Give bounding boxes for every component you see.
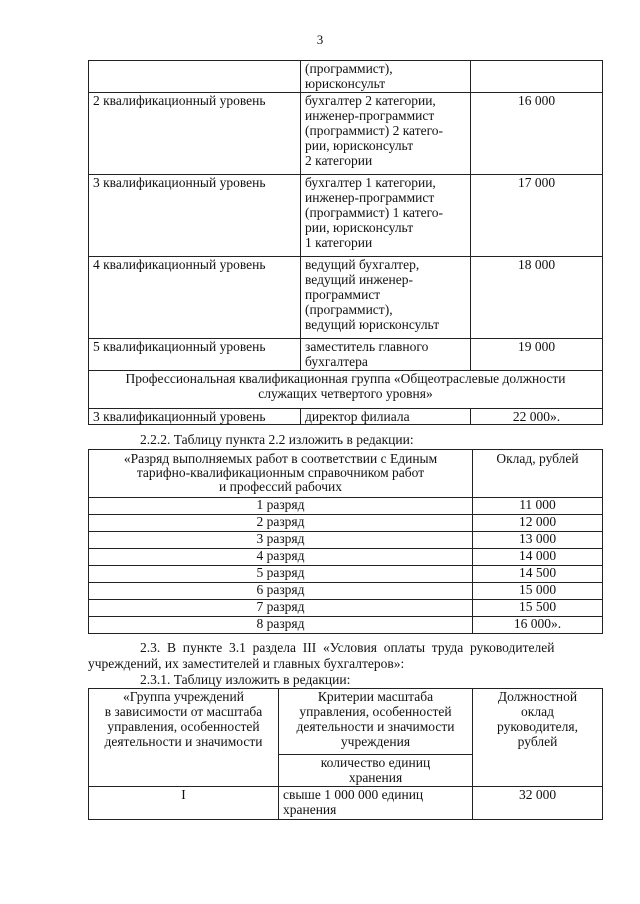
header-line: учреждения <box>340 734 411 749</box>
table-row <box>89 339 603 371</box>
table-row <box>89 617 603 634</box>
table-row <box>89 409 603 425</box>
level-cell: 3 квалификационный уровень <box>89 175 301 257</box>
group-header-cell <box>89 371 603 409</box>
criteria-line: хранения <box>283 802 337 817</box>
salary-header-cell: Оклад, рублей <box>473 450 603 498</box>
position-line: заместитель главного <box>305 339 429 354</box>
grade-cell: 7 разряд <box>89 600 473 617</box>
header-line: «Разряд выполняемых работ в соответствии с Единым <box>123 451 438 466</box>
position-cell: директор филиала <box>301 409 471 425</box>
position-line: бухгалтер 1 категории, <box>305 175 436 190</box>
salary-cell: 13 000 <box>473 532 603 549</box>
criteria-cell <box>279 787 473 820</box>
position-line: юрисконсульт <box>305 76 386 91</box>
position-line: (программист), <box>305 61 393 76</box>
salary-cell: 18 000 <box>471 257 603 339</box>
salary-header-cell <box>473 689 603 787</box>
table-row <box>89 498 603 515</box>
table-row <box>89 583 603 600</box>
position-line: бухгалтера <box>305 354 368 369</box>
grade-cell: 2 разряд <box>89 515 473 532</box>
salary-cell: 22 000». <box>471 409 603 425</box>
grade-cell: 6 разряд <box>89 583 473 600</box>
salary-cell: 12 000 <box>473 515 603 532</box>
paragraph-2-2-2: 2.2.2. Таблицу пункта 2.2 изложить в редакции: <box>140 432 414 447</box>
position-line: (программист) 1 катего- <box>305 205 444 220</box>
salary-cell: 16 000». <box>473 617 603 634</box>
position-line: бухгалтер 2 категории, <box>305 93 436 108</box>
position-cell <box>301 61 471 93</box>
criteria-header-cell <box>279 689 473 755</box>
header-line: количество единиц <box>320 755 431 770</box>
salary-cell: 14 000 <box>473 549 603 566</box>
salary-cell: 19 000 <box>471 339 603 371</box>
page-number: 3 <box>316 32 324 47</box>
table-header-row <box>89 689 603 755</box>
position-line: (программист), <box>305 302 393 317</box>
grade-cell: 5 разряд <box>89 566 473 583</box>
qualification-table <box>88 60 603 425</box>
header-line: Критерии масштаба <box>317 689 434 704</box>
level-cell: 3 квалификационный уровень <box>89 409 301 425</box>
paragraph-2-3-1: 2.3.1. Таблицу изложить в редакции: <box>140 672 351 687</box>
position-line: программист <box>305 287 381 302</box>
salary-cell: 14 500 <box>473 566 603 583</box>
position-line: ведущий юрисконсульт <box>305 317 440 332</box>
table-row <box>89 549 603 566</box>
group-header-line: Профессиональная квалификационная группа «Общеотраслевые должности <box>125 371 566 386</box>
level-cell <box>89 61 301 93</box>
table-row <box>89 61 603 93</box>
group-cell: I <box>89 787 279 820</box>
position-line: ведущий инженер- <box>305 272 413 287</box>
salary-cell: 15 500 <box>473 600 603 617</box>
level-cell: 5 квалификационный уровень <box>89 339 301 371</box>
header-line: тарифно-квалификационным справочником работ <box>136 465 425 480</box>
salary-cell: 16 000 <box>471 93 603 175</box>
table-header-row <box>89 450 603 498</box>
position-line: инженер-программист <box>305 190 435 205</box>
header-line: деятельности и значимости <box>104 734 263 749</box>
grade-cell: 4 разряд <box>89 549 473 566</box>
position-line: инженер-программист <box>305 108 435 123</box>
criteria-subheader-cell <box>279 755 473 787</box>
header-line: хранения <box>348 770 403 785</box>
grade-cell: 1 разряд <box>89 498 473 515</box>
position-line: 2 категории <box>305 153 373 168</box>
header-line: руководителя, <box>497 719 578 734</box>
position-line: рии, юрисконсульт <box>305 138 414 153</box>
table-row <box>89 515 603 532</box>
salary-cell: 32 000 <box>473 787 603 820</box>
table-row <box>89 175 603 257</box>
position-cell <box>301 257 471 339</box>
level-cell: 4 квалификационный уровень <box>89 257 301 339</box>
grade-table <box>88 449 603 634</box>
header-line: в зависимости от масштаба <box>104 704 263 719</box>
position-line: 1 категории <box>305 235 373 250</box>
paragraph-line: 2.3. В пункте 3.1 раздела III «Условия оплаты труда руководителей <box>140 640 555 655</box>
position-line: ведущий бухгалтер, <box>305 257 420 272</box>
header-line: рублей <box>517 734 558 749</box>
position-cell <box>301 93 471 175</box>
position-line: (программист) 2 катего- <box>305 123 444 138</box>
table-row <box>89 93 603 175</box>
header-line: управления, особенностей <box>107 719 260 734</box>
group-header-cell <box>89 689 279 787</box>
header-line: деятельности и значимости <box>296 719 455 734</box>
salary-cell <box>471 61 603 93</box>
table-row <box>89 600 603 617</box>
table-row <box>89 532 603 549</box>
header-line: и профессий рабочих <box>219 479 342 494</box>
header-line: Должностной <box>497 689 578 704</box>
paragraph-2-3 <box>88 640 602 671</box>
table-row <box>89 566 603 583</box>
header-line: оклад <box>521 704 554 719</box>
group-header-row <box>89 371 603 409</box>
salary-cell: 17 000 <box>471 175 603 257</box>
position-line: рии, юрисконсульт <box>305 220 414 235</box>
criteria-line: свыше 1 000 000 единиц <box>283 787 424 802</box>
salary-cell: 11 000 <box>473 498 603 515</box>
grade-cell: 3 разряд <box>89 532 473 549</box>
group-header-line: служащих четвертого уровня» <box>258 386 433 401</box>
position-cell <box>301 339 471 371</box>
header-line: «Группа учреждений <box>123 689 244 704</box>
grade-header-cell <box>89 450 473 498</box>
table-row <box>89 787 603 820</box>
grade-cell: 8 разряд <box>89 617 473 634</box>
header-line: управления, особенностей <box>299 704 452 719</box>
salary-cell: 15 000 <box>473 583 603 600</box>
paragraph-line: учреждений, их заместителей и главных бухгалтеров»: <box>88 655 405 671</box>
manager-salary-table <box>88 688 603 820</box>
level-cell: 2 квалификационный уровень <box>89 93 301 175</box>
table-row <box>89 257 603 339</box>
position-cell <box>301 175 471 257</box>
